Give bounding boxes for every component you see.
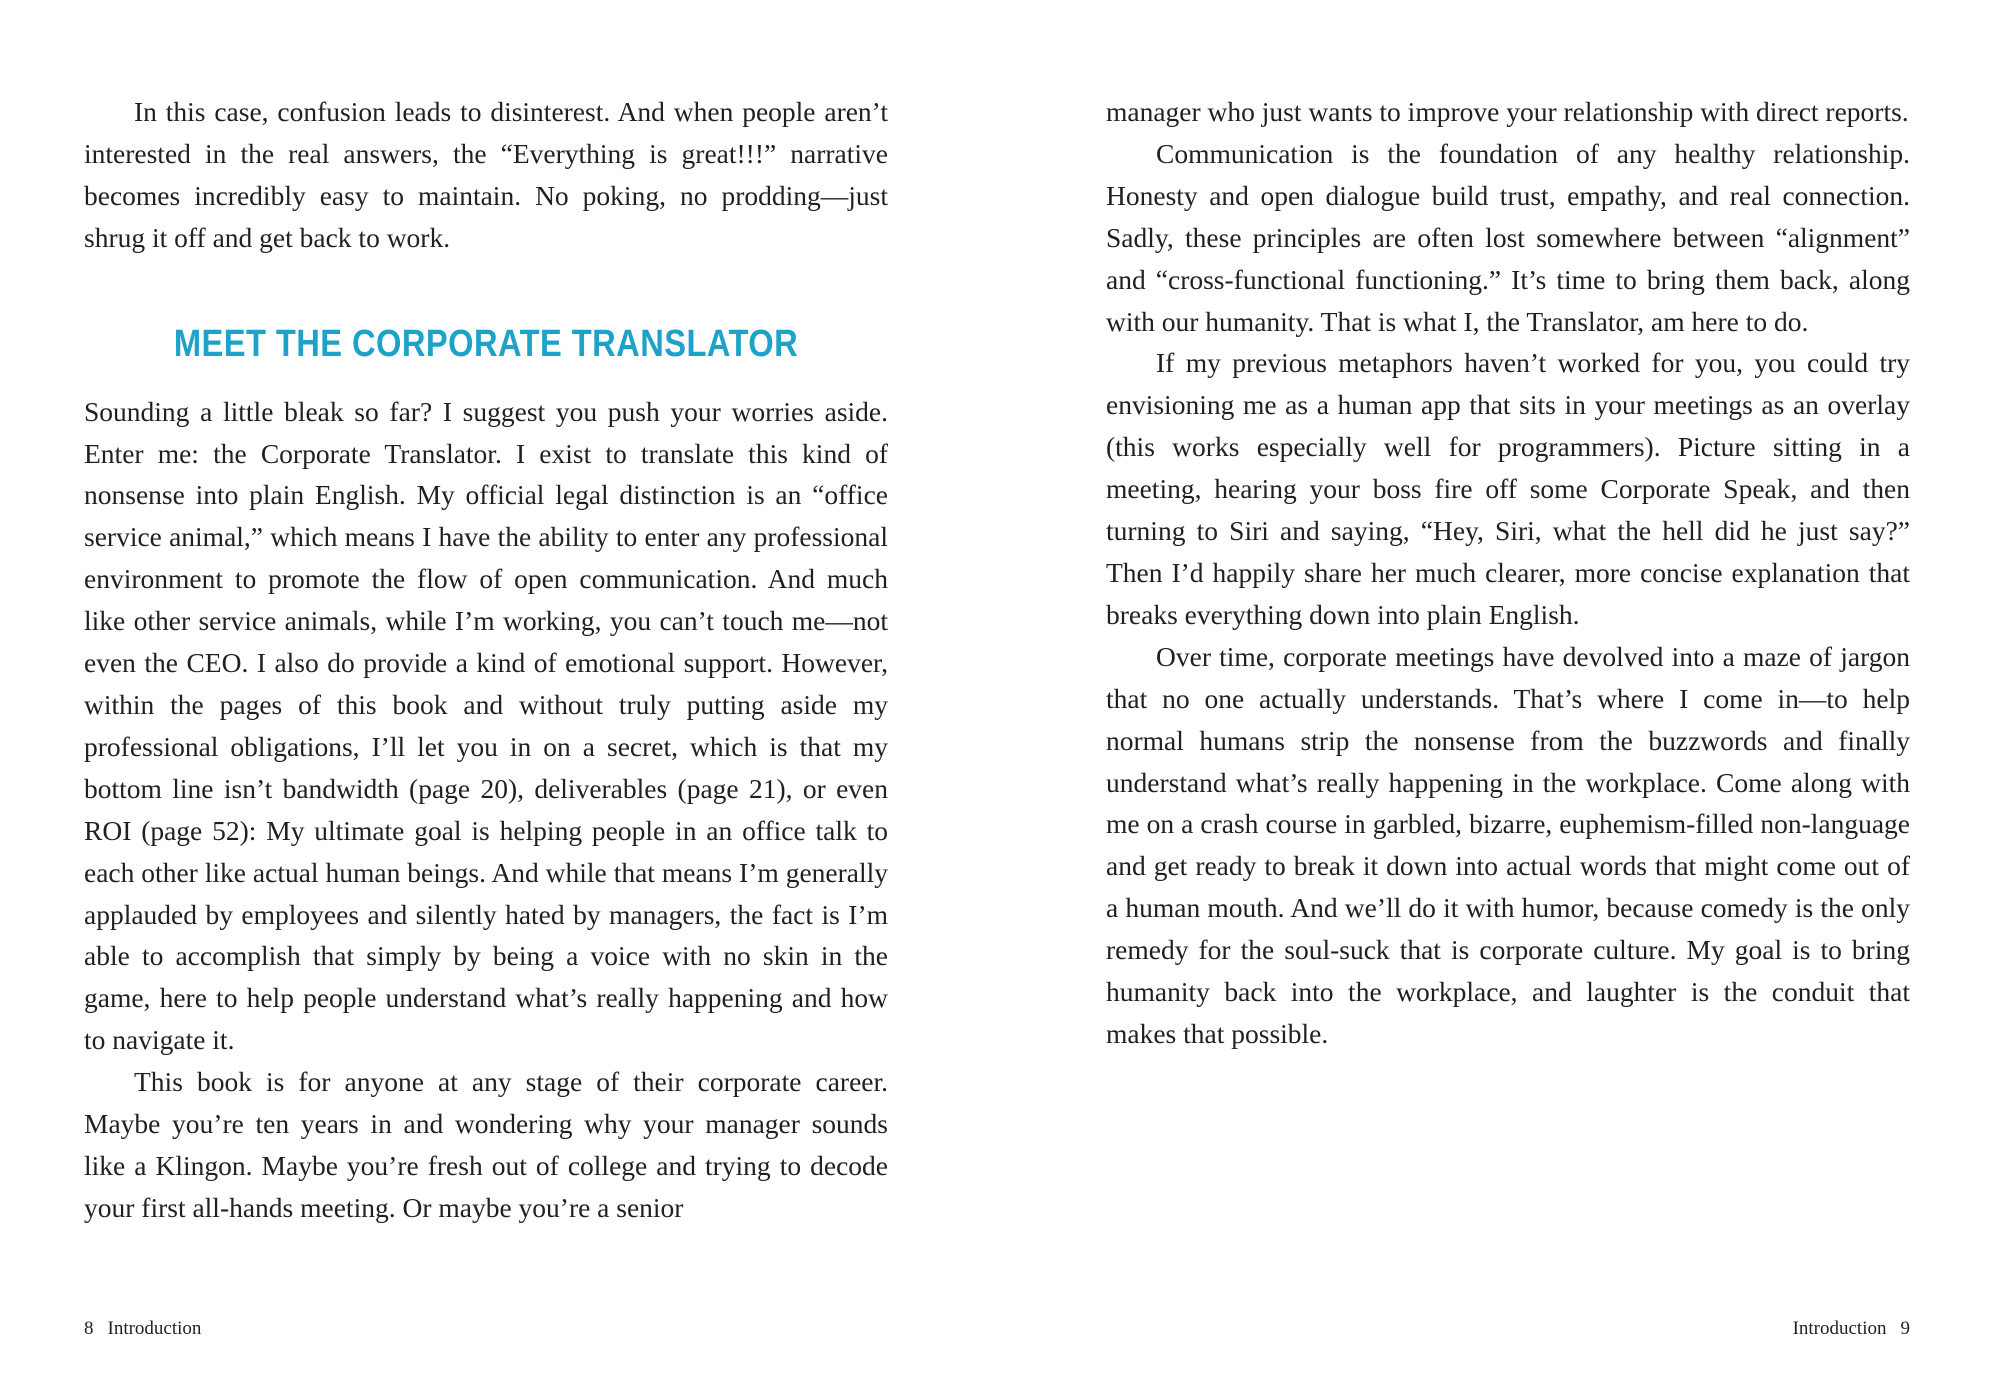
paragraph-continued: manager who just wants to improve your relationship with direct reports. — [1106, 96, 1909, 127]
paragraph-jargon-maze: Over time, corporate meetings have devolved into a maze of jargon that no one actually understands. That’s where I come in—to help normal humans strip the nonsense from the buzzwords and finally understand what’s really happening in the workplace. Come along with me on a crash course in garbled, bizarre, euphemism-filled non-language and get ready to break it down into actual words that might come out of a human mouth. And we’ll do it with humor, because comedy is the only remedy for the soul-suck that is corporate culture. My goal is to bring humanity back into the workplace, and laughter is the conduit that makes that possible. — [1106, 640, 1910, 1049]
right-page-footer — [1793, 1317, 1910, 1341]
left-page-footer — [84, 1317, 201, 1341]
page-number-left: 8 — [84, 1318, 94, 1339]
left-page-text — [84, 91, 888, 1229]
intro-paragraph-confusion: In this case, confusion leads to disinterest. And when people aren’t interested in the real answers, the “Everything is great!!!” narrative becomes incredibly easy to maintain. No poking, no prodding—just shrug it off and get back to work. — [84, 96, 888, 253]
paragraph-book-audience: This book is for anyone at any stage of their corporate career. Maybe you’re ten years in and wondering why your manager sounds like a Klingon. Maybe you’re fresh out of college and trying to decode your first all-hands meeting. Or maybe you’re a senior — [84, 1066, 888, 1223]
paragraph-human-app: If my previous metaphors haven’t worked for you, you could try envisioning me as a human app that sits in your meetings as an overlay (this works especially well for programmers). Picture sitting in a meeting, hearing your boss fire off some Corporate Speak, and then turning to Siri and saying, “Hey, Siri, what the hell did he just say?” Then I’d happily share her much clearer, more concise explanation that breaks everything down into plain English. — [1106, 347, 1910, 630]
right-page-text — [1106, 91, 1910, 1055]
section-heading: MEET THE CORPORATE TRANSLATOR — [173, 322, 799, 365]
paragraph-communication: Communication is the foundation of any healthy relationship. Honesty and open dialogue build trust, empathy, and real connection. Sadly, these principles are often lost somewhere between “alignment” and “cross-functional functioning.” It’s time to bring them back, along with our humanity. That is what I, the Translator, am here to do. — [1106, 137, 1910, 337]
page-number-right: 9 — [1900, 1318, 1910, 1339]
paragraph-corporate-translator: Sounding a little bleak so far? I suggest you push your worries aside. Enter me: the Corporate Translator. I exist to translate this kind of nonsense into plain English. My official legal distinction is an “office service animal,” which means I have the ability to enter any professional environment to promote the flow of open communication. And much like other service animals, while I’m working, you can’t touch me—not even the CEO. I also do provide a kind of emotional support. However, within the pages of this book and without truly putting aside my professional obligations, I’ll let you in on a secret, which is that my bottom line isn’t bandwidth (page 20), deliverables (page 21), or even ROI (page 52): My ultimate goal is helping people in an office talk to each other like actual human beings. And while that means I’m generally applauded by employees and silently hated by managers, the fact is I’m able to accomplish that simply by being a voice with no skin in the game, here to help people understand what’s really happening and how to navigate it. — [84, 395, 888, 1056]
running-footer-left: Introduction — [107, 1318, 202, 1339]
running-footer-right: Introduction — [1792, 1318, 1887, 1339]
